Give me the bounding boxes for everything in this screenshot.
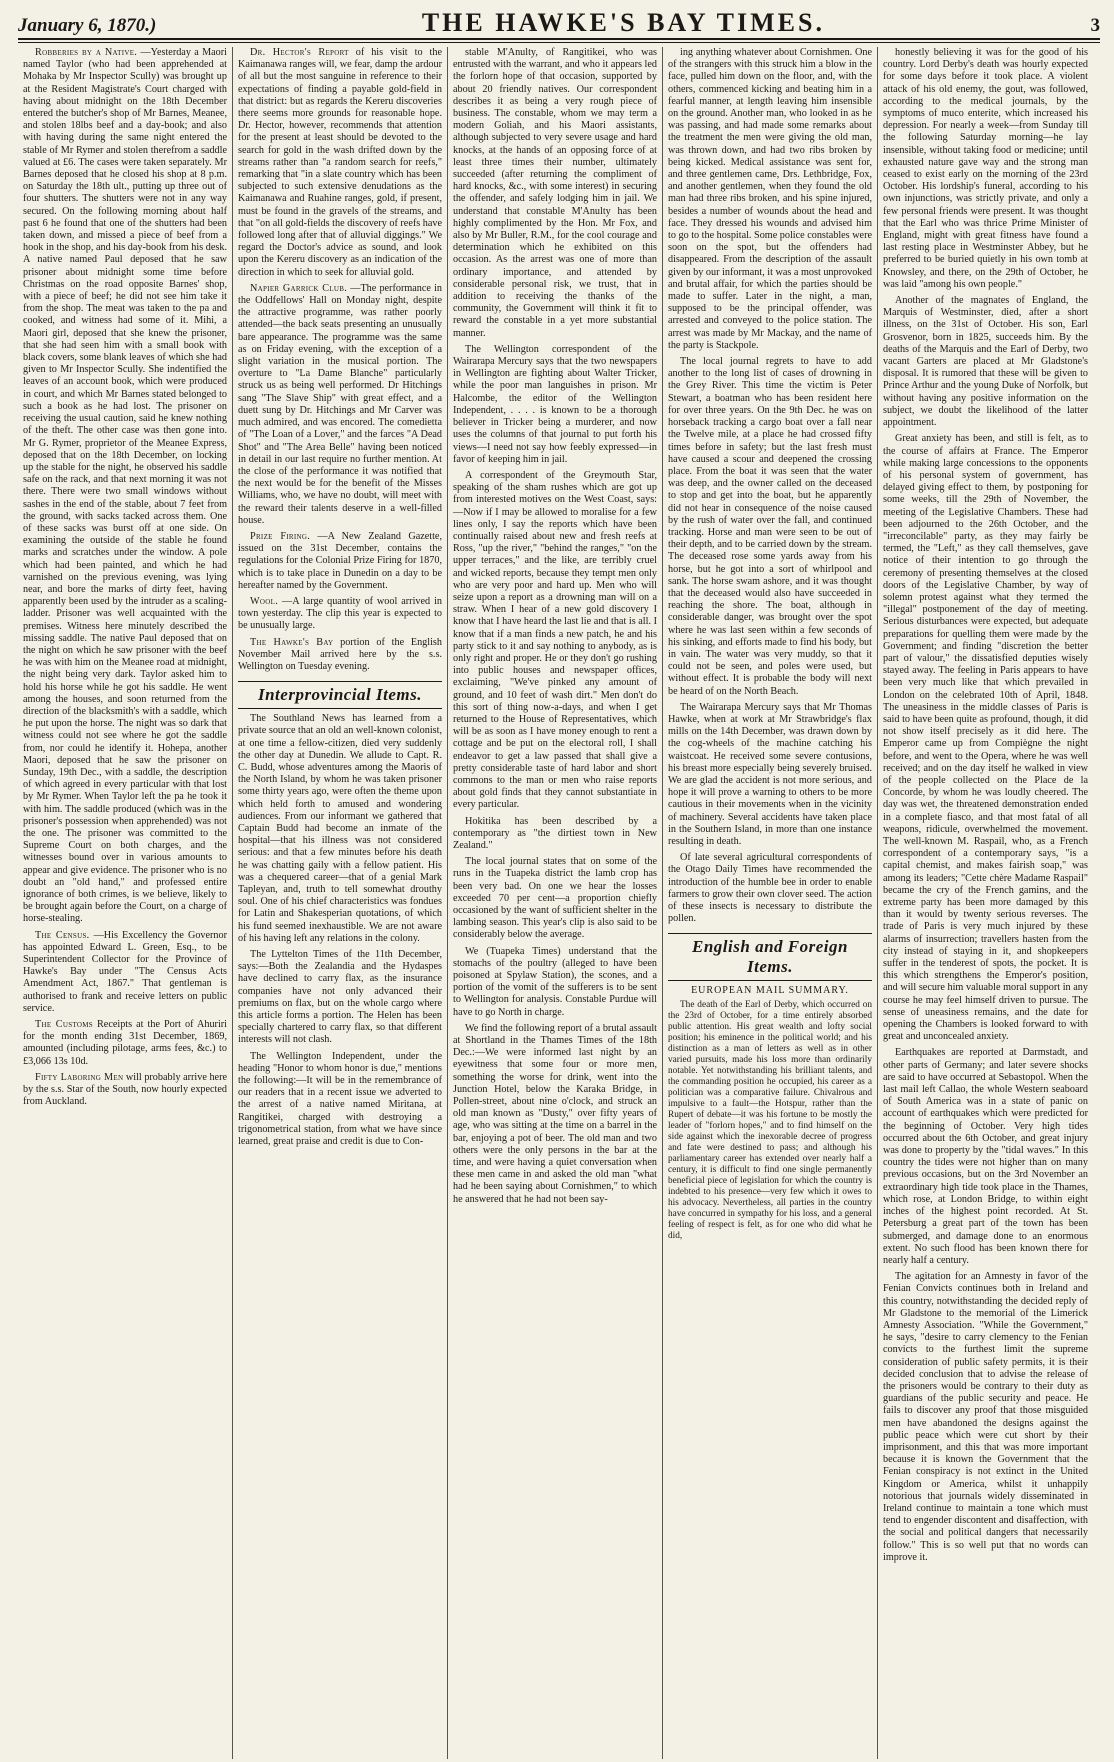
article-lead: Prize Firing.: [250, 530, 311, 542]
article-paragraph: [23, 930, 227, 1015]
issue-date: January 6, 1870.): [18, 15, 157, 36]
english-foreign-heading: English and Foreign Items.: [668, 933, 872, 981]
article-body: Receipts at the Port of Ahuriri for the month ending 31st December, 1869, amounted (including pilotage, arms fees, &c.) to £3,066 13s 10d.: [23, 1019, 228, 1067]
article-body: —A New Zealand Gazette, issued on the 31st December, contains the regulations for the Colonial Prize Firing for 1870, which is to take place in Dunedin on a day to be hereafter named by the Government.: [238, 530, 442, 591]
article-paragraph: Earthquakes are reported at Darmstadt, and other parts of Germany; and later severe shocks are said to have occurred at Sebastopol. When the last mail left Callao, the whole Western seaboard of South America was in a state of panic on account of earthquakes which were predicted for the beginning of October. Very high tides occurred about the 6th October, and great injury was done to property by the "tidal waves." In this country the tides were not higher than on many previous occasions, but on the 3rd November an extraordinary high tide took place in the Thames, which rose, at London Bridge, to within eight inches of the highest point recorded. At St. Petersburg a great part of the town has been submerged, and damage done to an enormous extent. No such flood has been known there for nearly half a century.: [883, 1047, 1088, 1266]
article-paragraph: Another of the magnates of England, the Marquis of Westminster, died, after a short illness, on the 31st of October. His son, Earl Grosvenor, born in 1825, succeeds him. By the deaths of the Marquis and the Earl of Derby, two vacant Garters are placed at Mr Gladstone's disposal. It is rumored that these will be given to Prince Arthur and the young Duke of Norfolk, but without having any positive information on the subject, we doubt the likelihood of the latter appointment.: [883, 295, 1088, 429]
article-paragraph: The agitation for an Amnesty in favor of the Fenian Convicts continues both in Ireland and this country, notwithstanding the decided reply of Mr Gladstone to the memorial of the Limerick Amnesty Association. "While the Government," he says, "desire to carry clemency to the Fenian convicts to the furthest limit the supreme consideration of public safety permits, it is their decided conclusion that to advise the release of the prisoners would be contrary to their duty as guardians of the public security and peace. He fails to discover any proof that those misguided men have abandoned the designs against the public peace which were cut short by their imprisonment, and this that was more important because it is known the Government that the Fenian conspiracy is not extinct in the United Kingdom or America, whilst it unhappily notorious that journals widely disseminated in Ireland continue to maintain a tone which must tend to engender discontent and disaffection, with the social and political dangers that necessarily follow." This is so well put that no words can improve it.: [883, 1271, 1088, 1563]
article-lead: Napier Garrick Club.: [250, 282, 348, 294]
article-paragraph: [238, 596, 442, 633]
article-lead: The Hawke's Bay: [250, 636, 334, 648]
article-paragraph: The death of the Earl of Derby, which occurred on the 23rd of October, for a time entirely absorbed public attention. His great wealth and lofty social position; his eminence in the political world; and his distinction as a man of letters as well as in other varied pursuits, made his loss more than ordinarily notable. Yet notwithstanding his brilliant talents, and the commanding position he occupied, his career as a politician was a comparative failure. Chivalrous and impulsive to a fault—the Hotspur, rather than the Rupert of debate—it was his fortune to be mostly the leader of "forlorn hopes," and to find himself on the side against which the inexorable decree of progress and fate were destined to pass; and although his parliamentary career has extended over nearly half a century, it is difficult to find one single permanently beneficial piece of legislation for which the country is indebted to his presence—very few which it owes to his advocacy. Nevertheless, all parties in the country have concurred in sympathy for his loss, and a general feeling of respect is felt, as for one who did what he did,: [668, 1000, 872, 1242]
article-body: will probably arrive here by the s.s. Star of the South, now hourly expected from Auckland.: [23, 1071, 227, 1108]
article-lead: Dr. Hector's Report: [250, 47, 349, 58]
column-1: [18, 47, 233, 1759]
page-number: 3: [1090, 15, 1100, 36]
article-lead: Robberies by a Native.: [35, 47, 138, 58]
article-paragraph: [238, 47, 442, 279]
article-paragraph: The Wellington Independent, under the heading "Honor to whom honor is due," mentions the following:—It will be in the remembrance of our readers that in a recent issue we adverted to the arrest of a native named Miritana, at Rangitikei, charged with destroying a trigonometrical station, from what we have since learned, great praise and credit is due to Con-: [238, 1050, 442, 1148]
article-body: —His Excellency the Governor has appointed Edward L. Green, Esq., to be Superintendent Collector for the Province of Hawke's Bay under "The Census Acts Amendment Act, 1867." That gentleman is authorised to frank and receive letters on public service.: [23, 929, 227, 1014]
article-paragraph: The Southland News has learned from a private source that an old an well-known colonist, at one time a fellow-citizen, died very suddenly the other day at Dunedin. We allude to Capt. R. C. Budd, whose adventures among the Maoris of the North Island, by whom he was taken prisoner some thirty years ago, were often the theme upon which held forth to amused and wondering audiences. From our informant we gathered that Captain Budd had become an inmate of the hospital—that his illness was not considered serious: and that a few minutes before his death he was chatting gaily with a fellow patient. His was a chequered career—that of a genial Mark Tapleyan, and, truth to tell somewhat drouthy soul. One of his chief characteristics was fondues for Latin and Shakesperian quotations, of which his fund seemed inexhaustible. We are not aware of his having left any relations in the colony.: [238, 713, 442, 944]
article-lead: Fifty Laboring Men: [35, 1071, 124, 1083]
column-2: [233, 47, 448, 1759]
column-3: [448, 47, 663, 1759]
article-body: of his visit to the Kaimanawa ranges will, we fear, damp the ardour of all but the most sanguine in reference to their expectations of finding a payable gold-field in that district: but as regards the Kereru discoveries there seems more grounds for reasonable hope. Dr. Hector, however, recommends that attention for the present at least should be devoted to the search for gold in the wash drifted down by the streams rather than "a random search for reefs," remarking that "in a slate country which has been subjected to such extensive denudations as the Kaimanawa and Ruahine ranges, gold, if present, must be found in the gravels of the streams, and that "on all gold-fields the discovery of reefs have followed long after that of alluvial diggings." We regard the Doctor's advice as sound, and look upon the Kereru discovery as an indication of the direction in which to seek for alluvial gold.: [238, 47, 442, 278]
column-4-items: [668, 47, 872, 925]
article-paragraph: We (Tuapeka Times) understand that the stomachs of the poultry (alleged to have been poisoned at Spylaw Station), the scones, and a portion of the vomit of the sufferers is to be sent to Wellington for analysis. Constable Purdue will have to go North in charge.: [453, 945, 657, 1018]
column-2-local-items: [238, 47, 442, 673]
article-body: —The performance in the Oddfellows' Hall on Monday night, despite the attractive programme, was rather poorly attended—the back seats presenting an unusually bare appearance. The programme was the same as on Friday evening, with the exception of a slight variation in the musical portion. The overture to "La Dame Blanche" particularly struck us as being well performed. Dr Hitchings sang "The Slave Ship" with great effect, and a duett sung by Dr. Hitchings and Mr Carver was much admired, and was encored. The comedietta of "The Loan of a Lover," and the farces "A Dead Shot" and "The Area Belle" having been noticed in detail in our last require no further mention. At the close of the performance it was notified that the next would be for the benefit of the Misses Williams, who, we have no doubt, will meet with the reward their talents deserve in a well-filled house.: [238, 282, 443, 526]
article-paragraph: The local journal regrets to have to add another to the long list of cases of drowning in the Grey River. This time the victim is Peter Stewart, a boatman who has been resident here for over three years. On the 9th Dec. he was on horseback tracking a cargo boat over a fall near the Twelve mile, at a place he had crossed fifty times before in safety; but the last fresh must have caused a scour and deepened the crossing place. From the boat it was seen that the water was deep, and the owner called on the deceased to stop and get into the boat, but he apparently did not hear in consequence of the noise caused by the rush of water over the fall, and continued tracking. Horse and man were seen to be out of their depth, and to be carried down by the stream. The deceased rose some yards away from his horse, but he got into a sort of whirlpool and sank. The horse swam ashore, and it was thought that the deceased would also have succeeded in reaching the shore. The boat, although in considerable danger, was brought over the spot where he was last seen within a few seconds of his sinking, and efforts made to find his body, but in vain. The water was very muddy, so that it could not be seen, and poles were used, but without effect. It is probable the body will next be heard of on the North Beach.: [668, 356, 872, 697]
article-paragraph: [238, 531, 442, 592]
columns: [18, 47, 1100, 1759]
article-paragraph: Of late several agricultural correspondents of the Otago Daily Times have recommended the introduction of the humble bee in order to enable farmers to grow their own clover seed. The action of these insects is necessary to distribute the pollen.: [668, 852, 872, 925]
article-paragraph: The Lyttelton Times of the 11th December, says:—Both the Zealandia and the Hydaspes have declined to carry flax, as the insurance companies have not only advanced their premiums on flax, but on the whole cargo where this article forms a portion. The Helen has been specially chartered to carry flax, so that different interests will not clash.: [238, 949, 442, 1046]
article-paragraph: [23, 47, 227, 926]
article-paragraph: We find the following report of a brutal assault at Shortland in the Thames Times of the 18th Dec.:—We were informed last night by an eyewitness that some four or more men, something the worse for drink, went into the Junction Hotel, below the Karaka Bridge, in Pollen-street, about nine o'clock, and struck an old man known as "Dusty," over fifty years of age, who was sitting at the time on a barrel in the bar, enjoying a pot of beer. The old man and two others were the only persons in the bar at the time, and were having a quiet conversation when these men came in and asked the old man "what had he been saying about Cornishmen," to which he answered that he had not been say-: [453, 1022, 657, 1205]
article-paragraph: The Wairarapa Mercury says that Mr Thomas Hawke, when at work at Mr Strawbridge's flax mills on the 14th December, was drawn down by the cog-wheels of the machine catching his waistcoat. He received some severe contusions, his breast more especially being severely bruised. We are glad the accident is not more serious, and hope it will prove a warning to others to be more cautious in their movements when in the vicinity of machinery. Several accidents have taken place in the Southern Island, in more than one instance resulting in death.: [668, 701, 872, 847]
article-paragraph: ing anything whatever about Cornishmen. One of the strangers with this struck him a blow in the face, pulled him down on the floor, and, with the others, commenced kicking and beating him in a fearful manner, at length leaving him insensible on the ground. Another man, who looked in as he was passing, and had made some remarks about the treatment the men were giving the old man, was thrown down, and had two ribs broken by being kicked. Medical assistance was sent for, and three gentlemen came, Drs. Lethbridge, Fox, and another gentlemen, when they found the old man had three ribs broken, and his spine injured, besides a number of wounds about the head and face. They dressed his wounds and advised him to go to the hospital. Some police constables were soon on the spot, but the offenders had disappeared. From the description of the assault given by our informant, it was a most unprovoked and brutal affair, for which the parties should be made to suffer. Later in the night, a man, supposed to be the principal offender, was arrested and conveyed to the police station. The arrest was made by Mr Mackay, and the name of the party is Stackpole.: [668, 47, 872, 351]
article-paragraph: [23, 1019, 227, 1068]
article-paragraph: Hokitika has been described by a contemporary as "the dirtiest town in New Zealand.": [453, 815, 657, 851]
article-lead: The Census.: [35, 929, 90, 941]
article-body: portion of the English November Mail arrived here by the s.s. Wellington on Tuesday evening.: [238, 636, 442, 672]
article-paragraph: The Wellington correspondent of the Wairarapa Mercury says that the two newspapers in Wellington are fighting about Walter Tricker, while the poor man languishes in prison. Mr Halcombe, the editor of the Wellington Independent, . . . . is known to be a thorough believer in Tricker being a murderer, and now uses the columns of that journal to put forth his views—I need not say how feebly expressed—in favor of keeping him in jail.: [453, 343, 657, 465]
article-paragraph: stable M'Anulty, of Rangitikei, who was entrusted with the warrant, and who it appears led the forlorn hope of that occasion, supported by about 20 friendly natives. Our correspondent describes it as being a very rough piece of business. The constable, whom we may term a modern Goliah, and his Maori assistants, although subjected to very severe usage and hard knocks, at the hands of an opposing force of at least three times their number, ultimately succeeded (after returning the compliment of hard knocks, &c., with some interest) in securing the offender, and safely lodging him in jail. We understand that constable M'Anulty has been highly complimented by the Hon. Mr Fox, and also by Mr Buller, R.M., for the cool courage and determination which he exhibited on this occasion. As the arrest was one of more than ordinary importance, and attended by considerable personal risk, we trust, that in addition to receiving the thanks of the community, the Government will think it fit to reward the constable in a yet more substantial manner.: [453, 47, 657, 339]
article-paragraph: [238, 283, 442, 527]
column-4-european-items: [668, 1000, 872, 1242]
masthead-rule: [18, 42, 1100, 43]
european-mail-subhead: EUROPEAN MAIL SUMMARY.: [691, 985, 849, 997]
masthead: [18, 8, 1100, 40]
article-paragraph: [23, 1072, 227, 1109]
article-body: —A large quantity of wool arrived in town yesterday. The clip this year is expected to be unusually large.: [238, 595, 442, 632]
article-paragraph: The local journal states that on some of the runs in the Tuapeka district the lamb crop has been very bad. On one we hear the losses exceeded 70 per cent—a proportion chiefly occasioned by the want of sufficient shelter in the lambing season. This year's clip is also said to be considerably below the average.: [453, 856, 657, 941]
article-paragraph: Great anxiety has been, and still is felt, as to the course of affairs at France. The Emperor while making large concessions to the opponents of his personal system of government, has delayed giving effect to them, by postponing for some weeks, till the 29th of November, the meeting of the Legislative Chambers. These had been adjourned to the 26th October, and the "irreconcilable" party, as they may fairly be termed, the "Left," as they call themselves, gave notice of their intention to go through the ceremony of presenting themselves at the closed doors of the Legislative Chamber, by way of solemn protest against what they termed the "illegal" postponement of the day of meeting. Serious disturbances were expected, but adequate preparations for quelling them were made by the Government; and finding "discretion the better part of valour," the dissatisfied deputies wisely stayed away. The feeling in Paris appears to have been very much like that which prevailed in London on the celebrated 10th of April, 1848. The uneasiness in the middle classes of Paris is said to have been quite as profound, though, it did not show itself precisely as it did here. The Emperor came up from Compiègne the night before, and went to the Opera, where he was well received; and on the day itself he walked in view of the people collected on the Place de la Concorde, by whom he was loudly cheered. The day was wet, the threatened demonstration ended in a complete fiasco, and that most fatal of all weapons, ridicule, overwhelmed the movement. The well-known M. Raspail, who, as a French correspondent of a contemporary says, "is a capital chemist, and makes fairish soap," was among its leaders; "Cette chère Madame Raspail" became the cry of the French gamins, and the extreme party has been more damaged by this than it would by twenty serious reverses. The trade of Paris is very much injured by these alarms of insurrection; travellers hasten from the city instead of staying in it, and shopkeepers suffer in the tenderest of spots, the pocket. It is this which strengthens the Emperor's position, and will secure him valuable moral support in any course he may feel himself driven to pursue. The sense of uneasiness remains, and the date for opening the Chambers is looked forward to with great and unconcealed anxiety.: [883, 433, 1088, 1043]
article-lead: Wool.: [250, 595, 279, 607]
column-5: [878, 47, 1093, 1759]
column-4: [663, 47, 878, 1759]
newspaper-title: THE HAWKE'S BAY TIMES.: [421, 8, 825, 37]
article-paragraph: honestly believing it was for the good of his country. Lord Derby's death was hourly expected for some days before it took place. A violent attack of his old enemy, the gout, was followed, according to the medical journals, by the symptoms of muco enterite, which increased his depression. For nearly a week—from Sunday till the following Saturday morning—he lay insensible, without taking food or medicine; until exhausted nature gave way and the strong man ceased to exist early on the morning of the 23rd October. His lordship's funeral, according to his own injunctions, was strictly private, and only a few personal friends were present. It was thought that the Earl who was thrice Prime Minister of England, might with great fitness have found a last resting place in Westminster Abbey, but he preferred to be buried quietly in his own tomb at Knowsley, and there, on the 29th of October, he was laid "among his own people.": [883, 47, 1088, 290]
column-2-interprovincial-items: [238, 713, 442, 1148]
interprovincial-heading: Interprovincial Items.: [238, 681, 442, 709]
article-body: —Yesterday a Maori named Taylor (who had been apprehended at Mohaka by Mr Inspector Scully) was brought up at the Resident Magistrate's Court charged with having about midnight on the 18th December entered the butcher's shop of Mr Barnes, Meanee, and stolen 18lbs beef and a day-book; and also with having during the same night entered the stable of Mr Rymer and stolen therefrom a saddle valued at £6. The cases were taken separately. Mr Barnes deposed that he closed his shop at 8 p.m. on Saturday the 18th ult., putting up three out of four shutters. The shutters were not in any way secured. On the following morning about half past 6 he found that one of the shutters had been taken down, and missed a piece of beef from a hook in the shop, and his day-book from his desk. A native named Paul deposed that he saw prisoner about midnight some time before Christmas on the road opposite Barnes' shop, with a piece of beef; he did not see him take it from the shop. The meat was taken to the pa and cooked, and witness had some of it. Mihi, a Maori girl, deposed that she knew the prisoner, that she had seen him with a small book with black covers, some blank leaves of which she had given to Mr Inspector Scully. She indentified the leaves of an account book, which were produced in court, and which Mr Barnes stated belonged to such a book as he had lost. The prisoner on receiving the usual caution, said he knew nothing of the theft. The other case was then gone into. Mr G. Rymer, proprietor of the Meanee Express, deposed that on the 18th December, on locking up the stable for the night, he observed his saddle safe on the rack, and that next morning it was not there. There were two small windows without sashes in the end of the stable, about 7 feet from the ground, with sacks tacked across them. One of these sacks was burst off at one side. On examining the outside of the stable he found marks and scratches under the window. A pole which had been painted, and which he had varnished on the previous evening, was lying near, and bore the marks of dirty feet, having apparently been used by the intruder as a scaling-ladder. Prisoner was well acquainted with the premises. Witness here minutely described the missing saddle. The native Paul deposed that on the night on which he saw prisoner with the beef he was with him on the Meanee road at midnight, the night being very dark. Taylor asked him to hold his horse while he got his saddle. He went among the houses, and soon returned from the direction of the blacksmith's with a saddle, which he put upon the horse. The night was so dark that witness could not see where he got the saddle from, nor could he identify it. Hohepa, another Maori, deposed that he saw the prisoner on Sunday, 19th Dec., with a saddle, the description of which agreed in every particular with that lost by Mr Rymer. When Taylor left the pa he took it with him. The saddle produced (which was in the prisoner's possession when apprehended) was not the one. The prisoner was committed to the Supreme Court on both charges, and the witnesses bound over in various amounts to appear and give evidence. The prisoner who is no doubt an "old hand," and professed entire ignorance of both crimes, is we believe, likely to be brought again before the Court, on a charge of horse-stealing.: [23, 47, 227, 925]
article-lead: The Customs: [35, 1019, 93, 1031]
article-paragraph: [238, 637, 442, 674]
article-paragraph: A correspondent of the Greymouth Star, speaking of the sham rushes which are got up from interested motives on the West Coast, says:—Now if I may be allowed to moralise for a few lines only, I say the reports which have been continually raised about new and fresh reefs at Ross, "up the river," "behind the ranges," "on the upper terraces," and the like, are terribly cruel and wicked reports, because they tempt men only who are very poor and hard up. Men who will seize upon a report as a drowning man will on a straw. When I hear of a new gold discovery I know that I have heard the last lie and that is all. I know that if a man finds a new patch, he and his party stick to it and say nothing to anybody, as is only right and proper. He or they don't go rushing into public houses and newspaper offices, exclaiming, "We've pinked any amount of ground, and 10 feet of wash dirt." Men don't do this sort of thing now-a-days, and when I get returned to the House of Representatives, which will be as soon as I have money enough to rent a cottage and be put on the electoral roll, I shall endeavor to get a law passed that shall give a pretty considerable taste of hard labor and short commons to the man or men who raise reports about gold finds that they cannot substantiate in every particular.: [453, 469, 657, 811]
